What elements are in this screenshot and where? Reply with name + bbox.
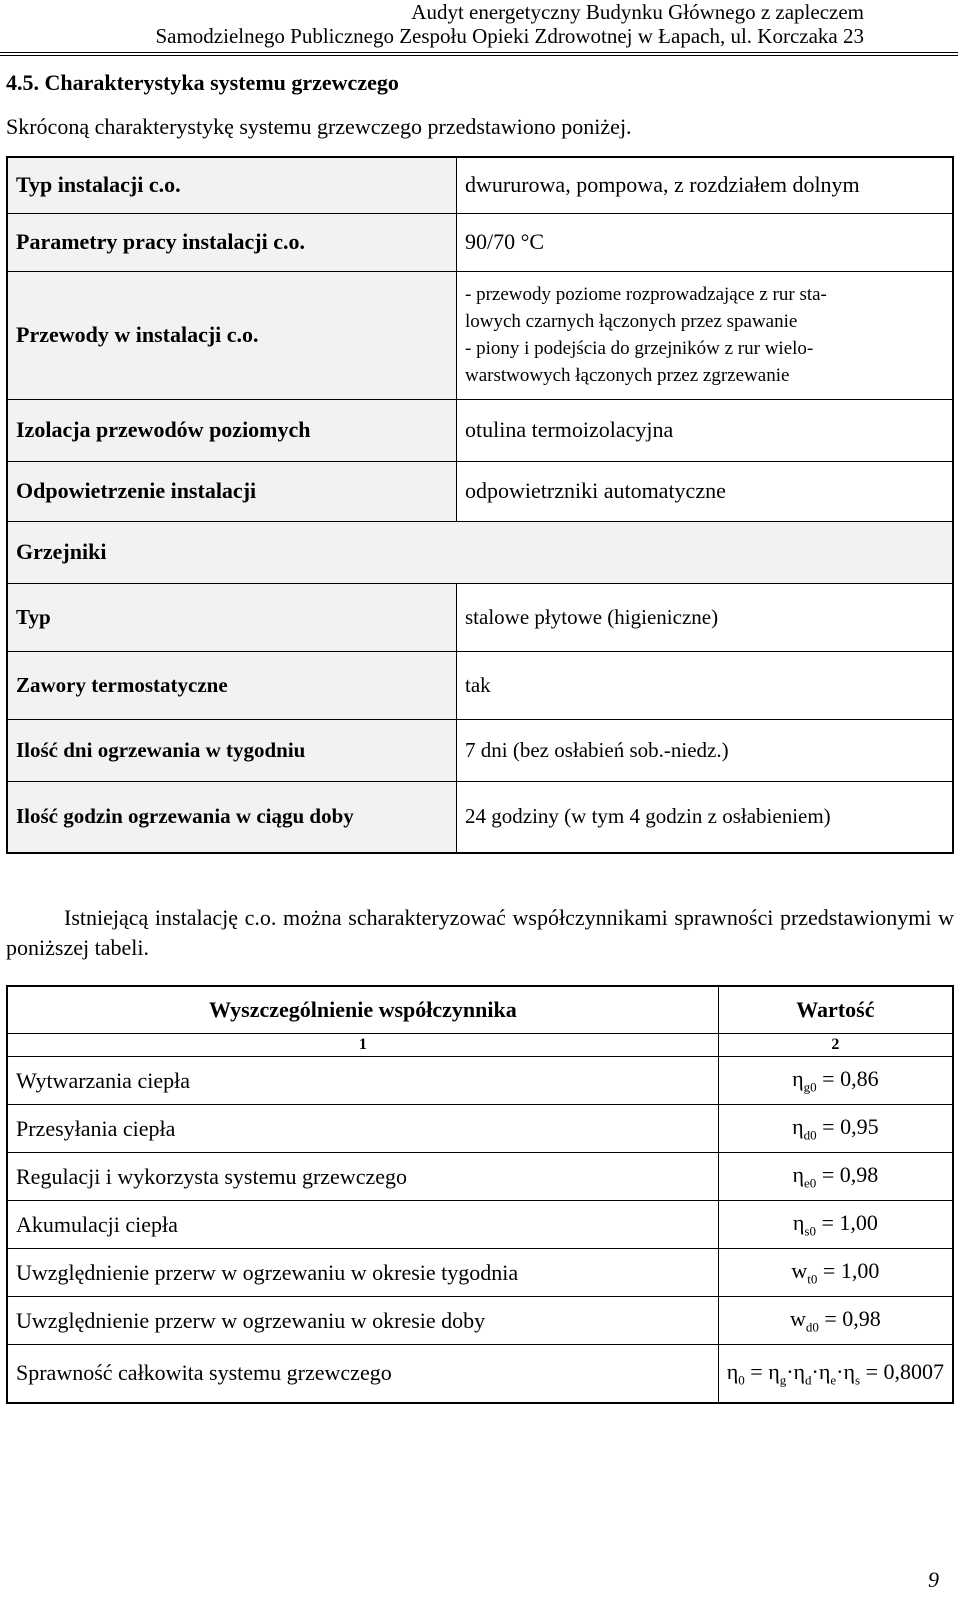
coef-value: $\eta_{e0} = 0,98$ [718,1153,953,1201]
table-row-total [7,1345,953,1403]
row-label: Odpowietrzenie instalacji [7,461,457,521]
row-value: otulina termoizolacyjna [457,399,954,461]
row-label: Typ [7,583,457,651]
coef-value: $\eta_{s0} = 1,00$ [718,1201,953,1249]
header-rule [0,52,958,56]
column-number: 1 [7,1034,718,1057]
table-row [7,1297,953,1345]
row-value: odpowietrzniki automatyczne [457,461,954,521]
header-line-1: Audyt energetyczny Budynku Głównego z zapleczem [411,0,864,24]
row-label: Zawory termostatyczne [7,651,457,719]
radiators-heading: Grzejniki [7,521,953,583]
row-label: Przewody w instalacji c.o. [7,271,457,399]
column-number-row [7,1034,953,1057]
coef-label: Uwzględnienie przerw w ogrzewaniu w okresie tygodnia [7,1249,718,1297]
row-label: Parametry pracy instalacji c.o. [7,213,457,271]
coef-value: $w_{t0} = 1,00$ [718,1249,953,1297]
row-label: Ilość dni ogrzewania w tygodniu [7,719,457,781]
row-value-multiline [457,271,954,399]
row-label: Ilość godzin ogrzewania w ciągu doby [7,781,457,853]
coef-value: $\eta_{g0} = 0,86$ [718,1057,953,1105]
table-row [7,781,953,853]
table-row [7,583,953,651]
coef-value: $w_{d0} = 0,98$ [718,1297,953,1345]
section-title: 4.5. Charakterystyka systemu grzewczego [6,70,399,95]
efficiency-paragraph [6,903,954,963]
row-label: Typ instalacji c.o. [7,157,457,213]
coef-label: Regulacji i wykorzysta systemu grzewczego [7,1153,718,1201]
total-formula: $\eta_0 = \eta_g\cdot\eta_d\cdot\eta_e\cdot\eta_s = 0,8007$ [718,1345,953,1403]
coef-value: $\eta_{d0} = 0,95$ [718,1105,953,1153]
header-cell: Wyszczególnienie współczynnika [7,986,718,1034]
header-cell: Wartość [718,986,953,1034]
table-header-row [7,986,953,1034]
value-line: - przewody poziome rozprowadzające z rur sta- [465,284,827,305]
table-row [7,1249,953,1297]
table-row [7,1153,953,1201]
table-row [7,651,953,719]
value-line: - piony i podejścia do grzejników z rur wielo- [465,338,814,359]
table-row [7,521,953,583]
column-number: 2 [718,1034,953,1057]
table-row [7,399,953,461]
table-row [7,157,953,213]
table-row [7,271,953,399]
header-line-2: Samodzielnego Publicznego Zespołu Opieki Zdrowotnej w Łapach, ul. Korczaka 23 [155,24,864,48]
value-line: lowych czarnych łączonych przez spawanie [465,311,798,332]
table-row [7,213,953,271]
efficiency-table [6,985,954,1404]
intro-text: Skróconą charakterystykę systemu grzewczego przedstawiono poniżej. [6,114,632,139]
coef-label: Akumulacji ciepła [7,1201,718,1249]
table-row [7,1057,953,1105]
table-row [7,1201,953,1249]
row-value: 7 dni (bez osłabień sob.-niedz.) [457,719,954,781]
table-row [7,461,953,521]
heating-system-table [6,156,954,854]
table-row [7,1105,953,1153]
value-line: warstwowych łączonych przez zgrzewanie [465,365,790,386]
page-header [0,0,950,48]
total-label: Sprawność całkowita systemu grzewczego [7,1345,718,1403]
page-number: 9 [928,1567,939,1592]
row-value: tak [457,651,954,719]
coef-label: Przesyłania ciepła [7,1105,718,1153]
row-value: dwururowa, pompowa, z rozdziałem dolnym [457,157,954,213]
row-value: 90/70 °C [457,213,954,271]
coef-label: Wytwarzania ciepła [7,1057,718,1105]
row-value: stalowe płytowe (higieniczne) [457,583,954,651]
row-label: Izolacja przewodów poziomych [7,399,457,461]
paragraph-text: Istniejącą instalację c.o. można scharakteryzować współczynnikami sprawności przedstawionymi w poniższej tabeli. [6,905,954,960]
table-row [7,719,953,781]
row-value: 24 godziny (w tym 4 godzin z osłabieniem) [457,781,954,853]
coef-label: Uwzględnienie przerw w ogrzewaniu w okresie doby [7,1297,718,1345]
